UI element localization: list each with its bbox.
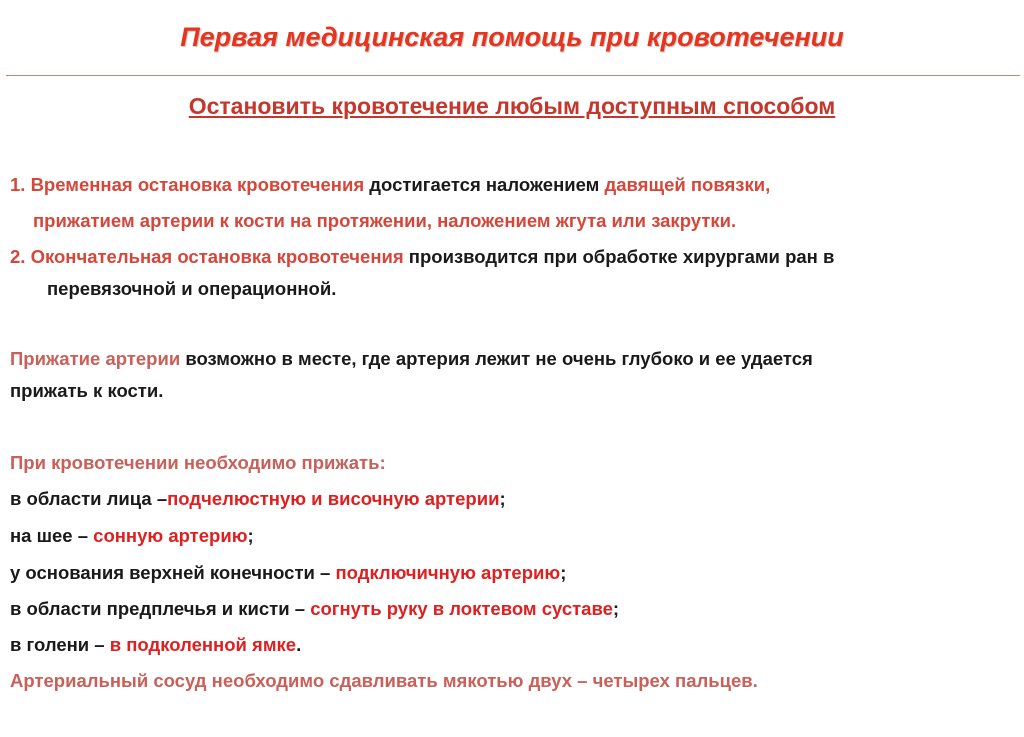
item1-highlight: давящей повязки,	[604, 174, 771, 195]
forearm-value: согнуть руку в локтевом суставе	[310, 598, 613, 619]
neck-suffix: ;	[247, 525, 254, 546]
pressure-text: возможно в месте, где артерия лежит не очень глубоко и ее удается	[180, 348, 813, 369]
forearm-prefix: в области предплечья и кисти –	[10, 598, 311, 619]
shin-prefix: в голени –	[10, 634, 110, 655]
closing-note: Артериальный сосуд необходимо сдавливать мякотью двух – четырех пальцев.	[10, 670, 758, 691]
shin-suffix: .	[296, 634, 302, 655]
arm-value: подключичную артерию	[335, 562, 561, 583]
shin-value: в подколенной ямке	[109, 634, 297, 655]
face-prefix: в области лица –	[10, 488, 168, 509]
face-suffix: ;	[499, 488, 506, 509]
list-item-face	[10, 488, 506, 510]
item2-lead: 2. Окончательная остановка кровотечения	[10, 246, 404, 267]
neck-value: сонную артерию	[93, 525, 248, 546]
pressure-line1	[10, 348, 813, 370]
forearm-suffix: ;	[612, 598, 620, 619]
arm-prefix: у основания верхней конечности –	[10, 562, 336, 583]
list-item-neck	[10, 525, 254, 547]
list-item-forearm	[10, 598, 619, 620]
page-title: Первая медицинская помощь при кровотечении	[180, 22, 844, 52]
subtitle: Остановить кровотечение любым доступным способом	[188, 93, 836, 119]
item2-line1	[10, 246, 834, 268]
pressure-line2: прижать к кости.	[10, 380, 164, 401]
list-item-shin	[10, 634, 301, 656]
face-value: подчелюстную и височную артерии	[167, 488, 500, 509]
pressure-lead: Прижатие артерии	[10, 348, 181, 369]
arm-suffix: ;	[560, 562, 567, 583]
title-divider	[6, 75, 1020, 76]
list-heading: При кровотечении необходимо прижать:	[10, 452, 386, 473]
neck-prefix: на шее –	[10, 525, 94, 546]
item2-line2: перевязочной и операционной.	[47, 278, 337, 299]
item1-text: достигается наложением	[364, 174, 605, 195]
item2-text: производится при обработке хирургами ран в	[403, 246, 835, 267]
item1-line1	[10, 174, 770, 196]
item1-line2: прижатием артерии к кости на протяжении, наложением жгута или закрутки.	[33, 210, 737, 231]
list-item-arm	[10, 562, 566, 584]
item1-lead: 1. Временная остановка кровотечения	[10, 174, 365, 195]
